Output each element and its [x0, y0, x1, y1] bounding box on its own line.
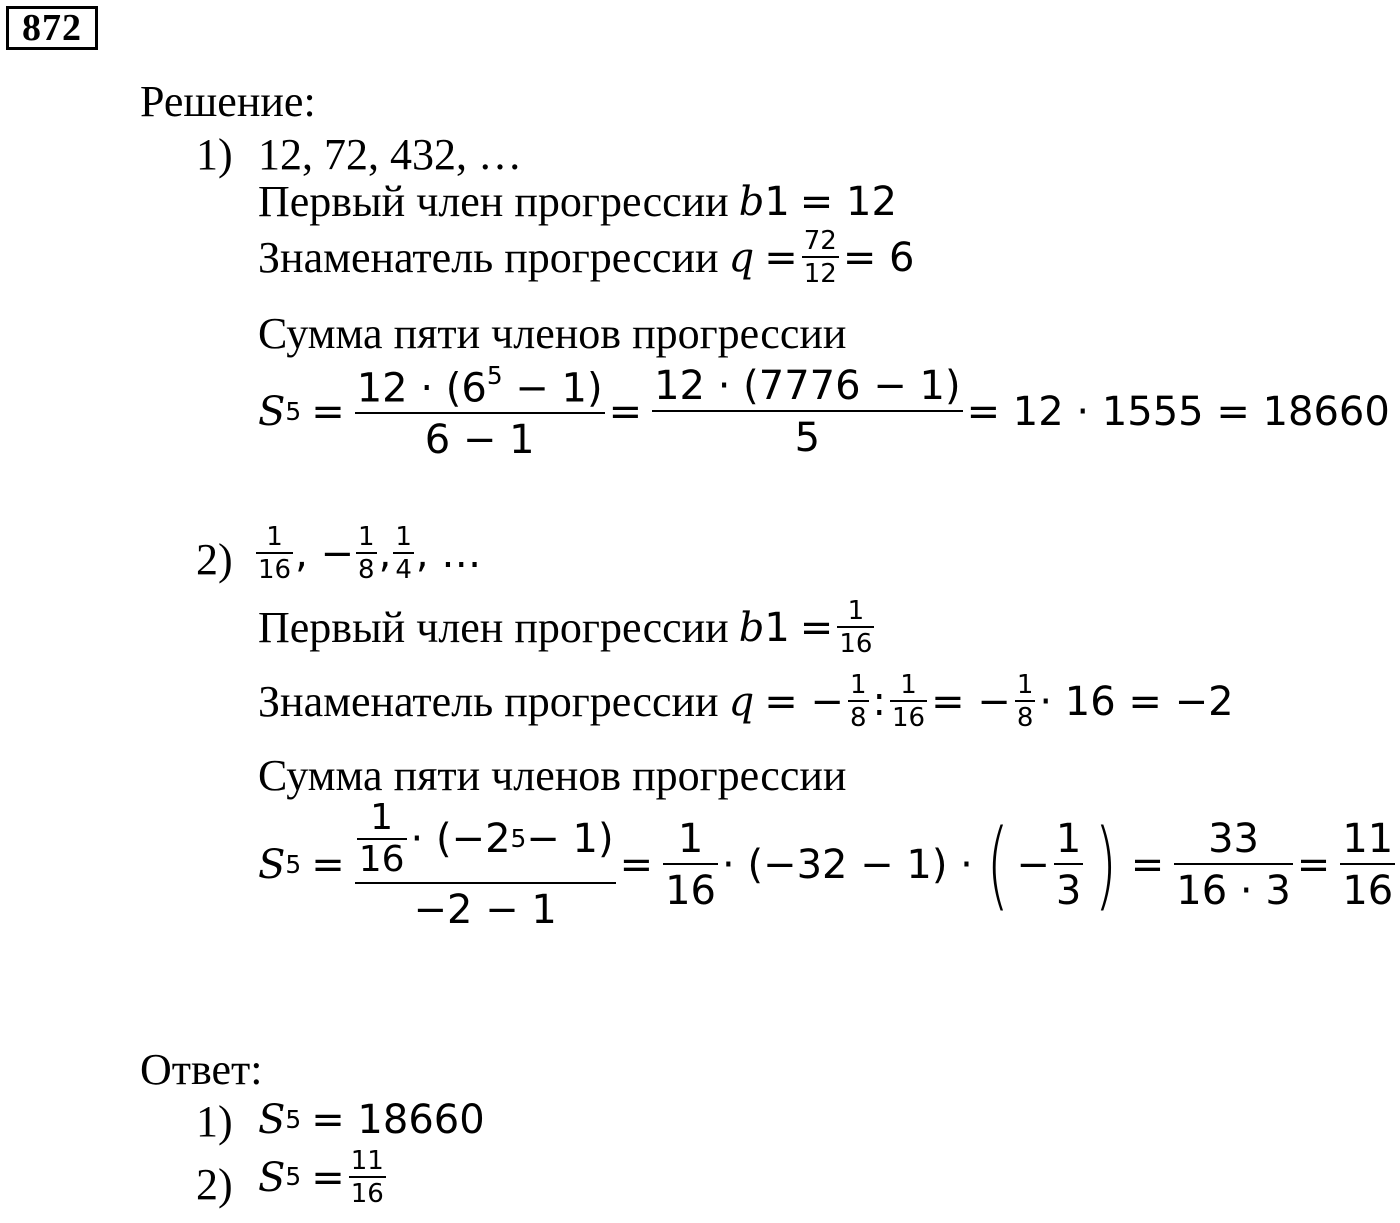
- part2-ratio-c-num: 1: [1016, 670, 1034, 700]
- part2-f1-den: −2 − 1: [413, 887, 557, 933]
- answer-2-var: S: [258, 1154, 286, 1201]
- part2-ratio-div: :: [872, 678, 886, 725]
- part1-sum-text: Сумма пяти членов прогрессии: [258, 309, 847, 358]
- part1-first-term-var: b: [738, 179, 765, 225]
- part2-ratio-text: Знаменатель прогрессии: [258, 676, 719, 726]
- part1-first-term-line: [258, 177, 897, 226]
- part2-seq-c-den: 4: [395, 555, 412, 585]
- problem-number: 872: [22, 7, 82, 49]
- part2-sum-formula: [258, 797, 1399, 933]
- part1-ratio-line: [258, 228, 915, 287]
- part2-sum-fraction-4: [1174, 816, 1293, 914]
- part1-ratio-var: q: [728, 234, 755, 281]
- part2-seq-frac-c: [393, 524, 414, 583]
- part2-seq-c-num: 1: [395, 522, 412, 552]
- part2-seq-frac-a: [256, 524, 293, 583]
- part2-f1-inner-num: 1: [370, 797, 394, 838]
- part1-ratio-fraction: [802, 228, 839, 287]
- part2-seq-tail: , …: [415, 530, 482, 577]
- part2-sum-text: Сумма пяти членов прогрессии: [258, 751, 847, 800]
- part2-f4-num: 33: [1208, 816, 1259, 862]
- part1-sum-formula: [258, 361, 1390, 464]
- answer-2-num: 11: [350, 1146, 384, 1176]
- part2-f2-den: 16: [665, 868, 717, 914]
- answer-1-formula: [258, 1097, 485, 1143]
- part2-sum-eq4: =: [1296, 842, 1331, 888]
- part2-first-term-fraction: [837, 598, 874, 657]
- part2-ratio-var: q: [728, 678, 755, 725]
- part2-f1-inner-fraction: [357, 797, 407, 880]
- part2-seq-sep2: ,: [378, 530, 392, 577]
- part2-first-term-num: 1: [847, 596, 865, 626]
- part1-sum-eq1: =: [311, 389, 345, 436]
- part1-f2-num: 12 · (7776 − 1): [654, 363, 961, 410]
- part2-ratio-frac-b: [890, 672, 927, 731]
- part2-f1-num-b: − 1): [526, 816, 614, 862]
- part2-seq-a-num: 1: [266, 522, 283, 552]
- part2-seq-frac-b: [356, 524, 377, 583]
- part2-f3-num: 1: [1055, 816, 1082, 862]
- part2-first-term-den: 16: [839, 629, 873, 659]
- part2-sum-fraction-5: [1340, 816, 1395, 914]
- part2-paren-open: (: [986, 809, 1009, 921]
- part2-ratio-a-den: 8: [849, 703, 867, 733]
- answer-2-marker: 2): [196, 1160, 233, 1209]
- answer-1-marker: 1): [196, 1097, 233, 1146]
- part2-first-term-var: b: [738, 604, 765, 651]
- answer-1-sub: 5: [285, 1104, 302, 1134]
- part2-sequence: [254, 524, 481, 583]
- part2-marker: 2): [196, 535, 233, 584]
- part2-ratio-mid: = −: [931, 678, 1011, 725]
- part2-ratio-a-num: 1: [849, 670, 867, 700]
- part1-sequence: 12, 72, 432, …: [258, 130, 522, 179]
- part1-ratio-rhs: = 6: [842, 234, 915, 281]
- part2-ratio-b-num: 1: [900, 670, 917, 700]
- part2-mid-text: · (−32 − 1) ·: [722, 842, 973, 888]
- part1-f1-den: 6 − 1: [424, 417, 535, 464]
- part2-first-term-text: Первый член прогрессии: [258, 602, 729, 652]
- part2-f5-num: 11: [1342, 816, 1394, 862]
- part1-marker: 1): [196, 130, 233, 179]
- part2-seq-sep1: , −: [295, 530, 355, 577]
- part1-first-term-text: Первый член прогрессии: [258, 177, 729, 226]
- part2-sum-eq3: =: [1130, 842, 1165, 888]
- part1-sum-eq2: =: [608, 389, 643, 436]
- part2-ratio-eq: = −: [764, 678, 844, 725]
- answer-1-var: S: [258, 1097, 286, 1143]
- part1-f2-den: 5: [794, 415, 821, 462]
- part1-f1-num-a: 12 · (6: [356, 365, 487, 412]
- part2-f1-num-a: · (−2: [410, 816, 511, 862]
- part1-ratio-eq: =: [764, 234, 798, 281]
- part1-sum-sub: 5: [285, 396, 302, 426]
- solution-heading: Решение:: [140, 77, 316, 126]
- answer-2-eq: =: [311, 1154, 345, 1201]
- part2-f4-den: 16 · 3: [1176, 868, 1291, 914]
- part1-ratio-text: Знаменатель прогрессии: [258, 232, 719, 282]
- part1-first-term-sub: 1: [764, 179, 790, 225]
- part1-ratio-den: 12: [803, 259, 837, 289]
- part2-ratio-tail: · 16 = −2: [1039, 678, 1234, 725]
- part1-f1-num-exp: 5: [486, 361, 503, 390]
- answer-2-sub: 5: [285, 1162, 302, 1192]
- part2-seq-b-den: 8: [358, 555, 375, 585]
- part2-sum-sub: 5: [285, 849, 302, 879]
- part1-sum-fraction-1: [355, 361, 605, 464]
- answer-1-rhs: = 18660: [311, 1097, 485, 1143]
- part2-seq-a-den: 16: [258, 555, 292, 585]
- part1-sum-tail: = 12 · 1555 = 18660: [966, 389, 1390, 436]
- part2-ratio-c-den: 8: [1016, 703, 1034, 733]
- part1-sum-fraction-2: [652, 363, 962, 462]
- part2-ratio-line: [258, 672, 1234, 731]
- problem-number-box: [6, 6, 98, 50]
- part2-sum-fraction-1: [355, 797, 616, 933]
- part1-f1-num-b: − 1): [502, 365, 603, 412]
- part2-first-term-sub: 1: [764, 604, 790, 651]
- part2-f2-num: 1: [677, 816, 704, 862]
- answer-heading: Ответ:: [140, 1045, 263, 1094]
- answer-2-fraction: [349, 1148, 386, 1207]
- part2-f3-den: 3: [1055, 868, 1082, 914]
- part2-sum-fraction-3: [1054, 816, 1083, 914]
- part2-seq-b-num: 1: [358, 522, 375, 552]
- part2-sum-eq2: =: [619, 842, 654, 888]
- part2-f5-den: 16: [1342, 868, 1394, 914]
- part2-ratio-frac-c: [1015, 672, 1036, 731]
- part1-first-term-rhs: = 12: [799, 179, 897, 225]
- answer-2-den: 16: [350, 1179, 384, 1209]
- part2-f1-inner-den: 16: [358, 839, 405, 880]
- part2-sum-eq1: =: [311, 842, 345, 888]
- part2-neg: −: [1016, 842, 1050, 888]
- answer-2-formula: [258, 1148, 390, 1207]
- part2-ratio-b-den: 16: [891, 703, 926, 733]
- part1-ratio-num: 72: [803, 226, 837, 256]
- part2-sum-var: S: [258, 842, 286, 888]
- part2-first-term-line: [258, 598, 878, 657]
- part2-f1-num-exp: 5: [510, 823, 527, 853]
- part1-sum-var: S: [258, 389, 286, 436]
- part2-sum-fraction-2: [663, 816, 718, 914]
- part2-first-term-eq: =: [799, 604, 834, 651]
- part2-paren-close: ): [1094, 809, 1118, 921]
- part2-ratio-frac-a: [848, 672, 869, 731]
